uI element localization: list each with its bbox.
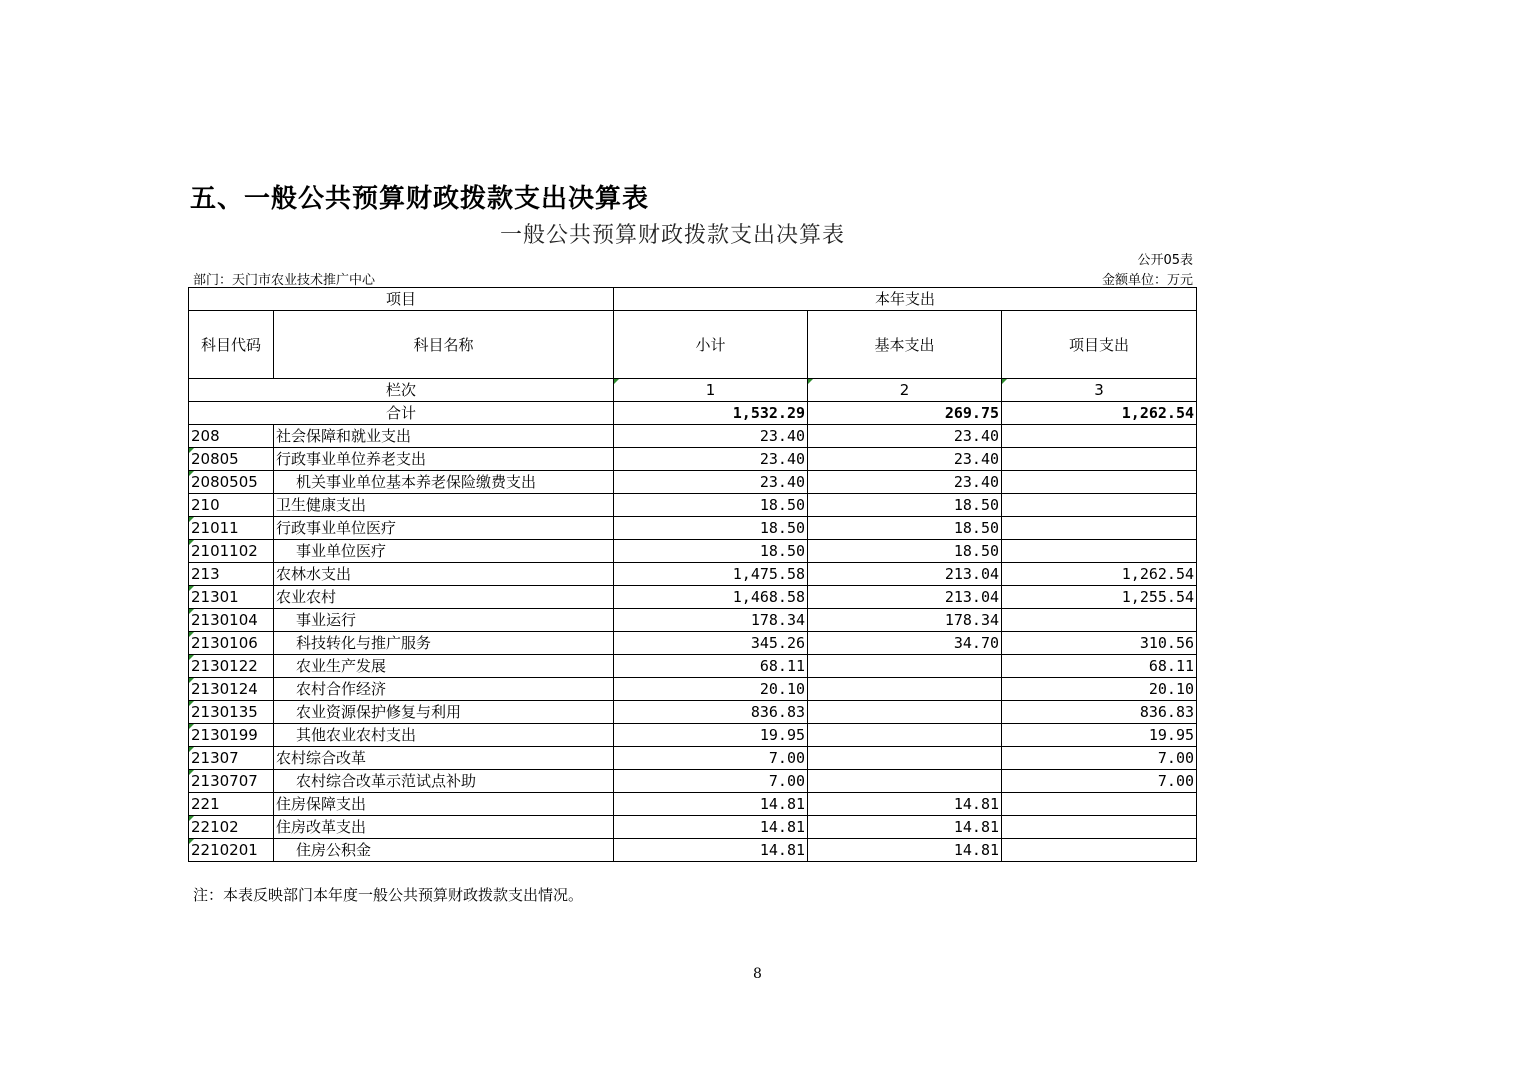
row-subtotal: 14.81 xyxy=(614,816,808,839)
row-subtotal: 836.83 xyxy=(614,701,808,724)
expenditure-table xyxy=(188,287,1197,862)
row-project: 68.11 xyxy=(1002,655,1197,678)
column-index-2: 2 xyxy=(808,379,1002,402)
row-code: 2130106 xyxy=(189,632,274,655)
table-row xyxy=(189,701,1197,724)
table-row xyxy=(189,563,1197,586)
row-basic: 23.40 xyxy=(808,471,1002,494)
row-basic: 14.81 xyxy=(808,793,1002,816)
row-code: 210 xyxy=(189,494,274,517)
row-name: 住房保障支出 xyxy=(274,793,614,816)
row-code: 221 xyxy=(189,793,274,816)
row-basic: 18.50 xyxy=(808,494,1002,517)
row-project: 310.56 xyxy=(1002,632,1197,655)
row-project: 20.10 xyxy=(1002,678,1197,701)
column-index-3: 3 xyxy=(1002,379,1197,402)
row-subtotal: 18.50 xyxy=(614,494,808,517)
row-project xyxy=(1002,448,1197,471)
row-basic: 18.50 xyxy=(808,540,1002,563)
header-item: 项目 xyxy=(189,288,614,311)
row-subtotal: 18.50 xyxy=(614,517,808,540)
row-project: 7.00 xyxy=(1002,747,1197,770)
row-subtotal: 23.40 xyxy=(614,448,808,471)
row-subtotal: 68.11 xyxy=(614,655,808,678)
row-basic xyxy=(808,655,1002,678)
row-code: 2210201 xyxy=(189,839,274,862)
row-name: 农村合作经济 xyxy=(274,678,614,701)
row-code: 213 xyxy=(189,563,274,586)
table-row xyxy=(189,448,1197,471)
row-code: 2101102 xyxy=(189,540,274,563)
row-project xyxy=(1002,839,1197,862)
row-name: 事业单位医疗 xyxy=(274,540,614,563)
row-project: 836.83 xyxy=(1002,701,1197,724)
row-basic xyxy=(808,724,1002,747)
row-basic: 178.34 xyxy=(808,609,1002,632)
row-name: 科技转化与推广服务 xyxy=(274,632,614,655)
row-name: 社会保障和就业支出 xyxy=(274,425,614,448)
table-row xyxy=(189,724,1197,747)
table-row xyxy=(189,793,1197,816)
row-subtotal: 1,468.58 xyxy=(614,586,808,609)
row-subtotal: 7.00 xyxy=(614,747,808,770)
row-name: 农业生产发展 xyxy=(274,655,614,678)
row-basic: 14.81 xyxy=(808,816,1002,839)
row-code: 2130104 xyxy=(189,609,274,632)
row-code: 22102 xyxy=(189,816,274,839)
row-code: 21301 xyxy=(189,586,274,609)
unit-label: 金额单位：万元 xyxy=(1101,273,1193,288)
row-subtotal: 14.81 xyxy=(614,793,808,816)
row-subtotal: 20.10 xyxy=(614,678,808,701)
row-subtotal: 178.34 xyxy=(614,609,808,632)
row-basic xyxy=(808,678,1002,701)
table-row xyxy=(189,517,1197,540)
page-heading: 五、一般公共预算财政拨款支出决算表 xyxy=(190,184,650,214)
row-project: 1,255.54 xyxy=(1002,586,1197,609)
row-basic: 34.70 xyxy=(808,632,1002,655)
total-project: 1,262.54 xyxy=(1002,402,1197,425)
row-subtotal: 345.26 xyxy=(614,632,808,655)
row-code: 21011 xyxy=(189,517,274,540)
row-name: 住房改革支出 xyxy=(274,816,614,839)
row-subtotal: 19.95 xyxy=(614,724,808,747)
row-project: 1,262.54 xyxy=(1002,563,1197,586)
table-row xyxy=(189,655,1197,678)
row-project: 7.00 xyxy=(1002,770,1197,793)
row-code: 2130199 xyxy=(189,724,274,747)
total-label: 合计 xyxy=(189,402,614,425)
row-code: 2130707 xyxy=(189,770,274,793)
table-title: 一般公共预算财政拨款支出决算表 xyxy=(500,223,846,248)
header-basic: 基本支出 xyxy=(808,311,1002,379)
row-project xyxy=(1002,517,1197,540)
row-project xyxy=(1002,816,1197,839)
row-basic: 23.40 xyxy=(808,448,1002,471)
row-project xyxy=(1002,471,1197,494)
row-project: 19.95 xyxy=(1002,724,1197,747)
table-row xyxy=(189,540,1197,563)
row-name: 行政事业单位养老支出 xyxy=(274,448,614,471)
total-basic: 269.75 xyxy=(808,402,1002,425)
row-subtotal: 14.81 xyxy=(614,839,808,862)
row-name: 行政事业单位医疗 xyxy=(274,517,614,540)
row-basic: 23.40 xyxy=(808,425,1002,448)
row-project xyxy=(1002,425,1197,448)
header-row-2 xyxy=(189,311,1197,379)
row-name: 卫生健康支出 xyxy=(274,494,614,517)
row-code: 2130135 xyxy=(189,701,274,724)
header-project: 项目支出 xyxy=(1002,311,1197,379)
table-row xyxy=(189,747,1197,770)
header-current-year: 本年支出 xyxy=(614,288,1197,311)
page-number: 8 xyxy=(753,966,762,982)
table-note: 注：本表反映部门本年度一般公共预算财政拨款支出情况。 xyxy=(193,886,584,904)
row-code: 2130124 xyxy=(189,678,274,701)
row-name: 住房公积金 xyxy=(274,839,614,862)
row-name: 机关事业单位基本养老保险缴费支出 xyxy=(274,471,614,494)
row-basic xyxy=(808,701,1002,724)
row-project xyxy=(1002,609,1197,632)
row-subtotal: 7.00 xyxy=(614,770,808,793)
table-row xyxy=(189,494,1197,517)
table-row xyxy=(189,471,1197,494)
table-row xyxy=(189,678,1197,701)
row-code: 20805 xyxy=(189,448,274,471)
header-name: 科目名称 xyxy=(274,311,614,379)
column-index-1: 1 xyxy=(614,379,808,402)
row-basic: 18.50 xyxy=(808,517,1002,540)
row-basic: 14.81 xyxy=(808,839,1002,862)
total-row xyxy=(189,402,1197,425)
table-row xyxy=(189,609,1197,632)
row-subtotal: 1,475.58 xyxy=(614,563,808,586)
table-row xyxy=(189,586,1197,609)
table-row xyxy=(189,839,1197,862)
table-code: 公开05表 xyxy=(1137,253,1193,268)
row-name: 农林水支出 xyxy=(274,563,614,586)
header-code: 科目代码 xyxy=(189,311,274,379)
row-name: 其他农业农村支出 xyxy=(274,724,614,747)
row-code: 2130122 xyxy=(189,655,274,678)
header-subtotal: 小计 xyxy=(614,311,808,379)
row-name: 农村综合改革 xyxy=(274,747,614,770)
header-row-1 xyxy=(189,288,1197,311)
table-row xyxy=(189,816,1197,839)
row-basic: 213.04 xyxy=(808,586,1002,609)
row-code: 21307 xyxy=(189,747,274,770)
row-project xyxy=(1002,793,1197,816)
row-code: 208 xyxy=(189,425,274,448)
row-code: 2080505 xyxy=(189,471,274,494)
row-basic: 213.04 xyxy=(808,563,1002,586)
row-name: 农业农村 xyxy=(274,586,614,609)
row-basic xyxy=(808,747,1002,770)
table-row xyxy=(189,425,1197,448)
row-name: 事业运行 xyxy=(274,609,614,632)
row-subtotal: 23.40 xyxy=(614,425,808,448)
row-subtotal: 18.50 xyxy=(614,540,808,563)
row-project xyxy=(1002,494,1197,517)
row-project xyxy=(1002,540,1197,563)
total-subtotal: 1,532.29 xyxy=(614,402,808,425)
column-index-label: 栏次 xyxy=(189,379,614,402)
department-label: 部门：天门市农业技术推广中心 xyxy=(193,273,376,288)
table-row xyxy=(189,770,1197,793)
table-row xyxy=(189,632,1197,655)
column-index-row xyxy=(189,379,1197,402)
row-name: 农业资源保护修复与利用 xyxy=(274,701,614,724)
row-subtotal: 23.40 xyxy=(614,471,808,494)
row-basic xyxy=(808,770,1002,793)
row-name: 农村综合改革示范试点补助 xyxy=(274,770,614,793)
